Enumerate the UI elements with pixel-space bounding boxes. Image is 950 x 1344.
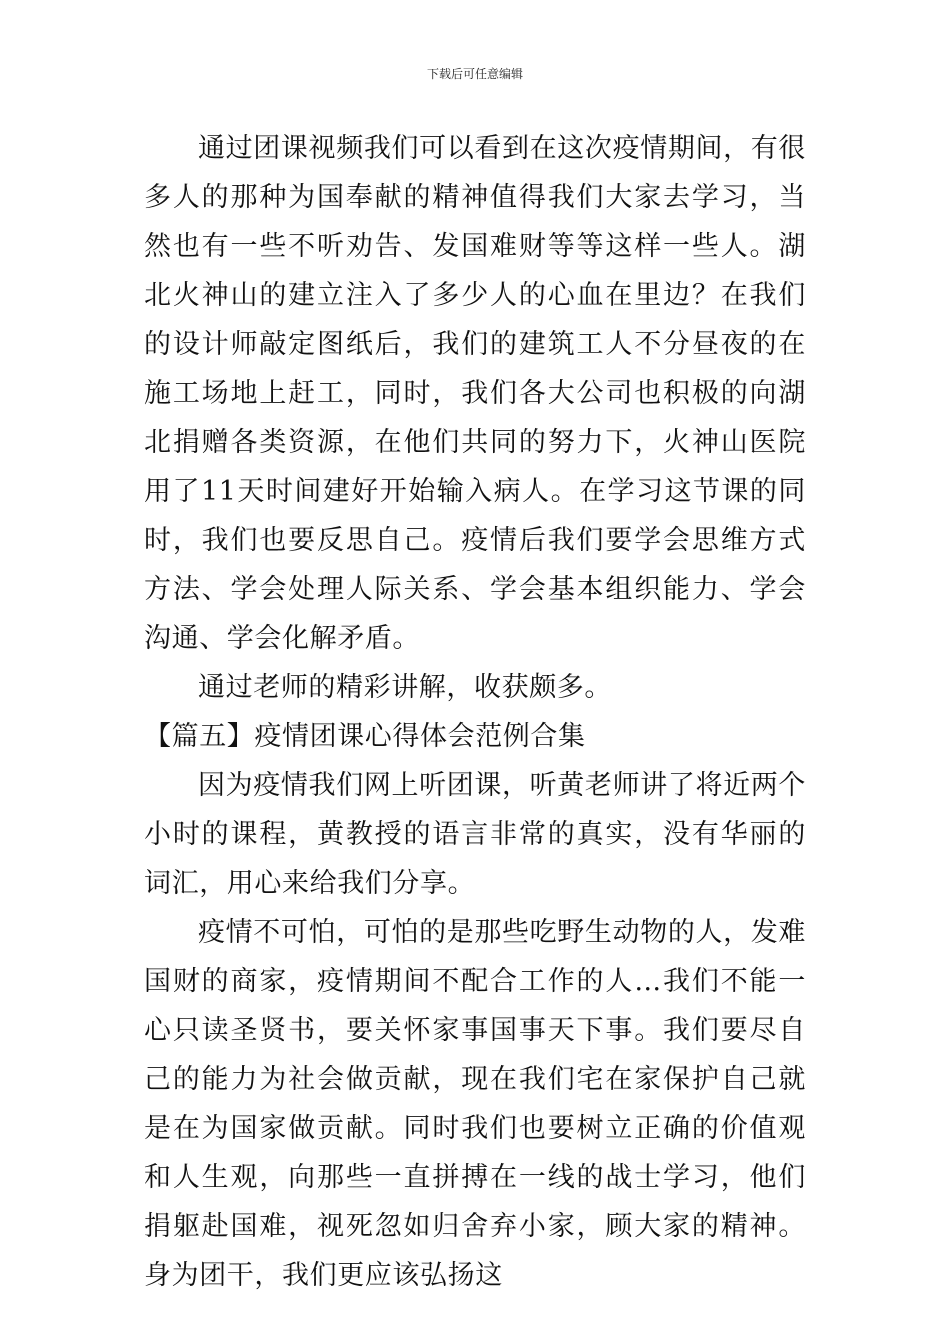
document-body [144,124,806,1300]
paragraph-3: 因为疫情我们网上听团课，听黄老师讲了将近两个小时的课程，黄教授的语言非常的真实，没有华丽的词汇，用心来给我们分享。 [144,770,806,899]
page-header: 下载后可任意编辑 [426,67,523,81]
paragraph-2: 通过老师的精彩讲解，收获颇多。 [198,672,612,703]
section-heading: 【篇五】疫情团课心得体会范例合集 [144,721,586,752]
paragraph-4: 疫情不可怕，可怕的是那些吃野生动物的人，发难国财的商家，疫情期间不配合工作的人…我们不能一心只读圣贤书，要关怀家事国事天下事。我们要尽自己的能力为社会做贡献，现在我们宅在家保护自己就是在为国家做贡献。同时我们也要树立正确的价值观和人生观，向那些一直拼搏在一线的战士学习，他们捐躯赴国难，视死忽如归舍弃小家，顾大家的精神。身为团干，我们更应该弘扬这 [144,917,806,1291]
paragraph-1: 通过团课视频我们可以看到在这次疫情期间，有很多人的那种为国奉献的精神值得我们大家去学习，当然也有一些不听劝告、发国难财等等这样一些人。湖北火神山的建立注入了多少人的心血在里边？在我们的设计师敲定图纸后，我们的建筑工人不分昼夜的在施工场地上赶工，同时，我们各大公司也积极的向湖北捐赠各类资源，在他们共同的努力下，火神山医院用了11天时间建好开始输入病人。在学习这节课的同时，我们也要反思自己。疫情后我们要学会思维方式方法、学会处理人际关系、学会基本组织能力、学会沟通、学会化解矛盾。 [144,133,806,654]
